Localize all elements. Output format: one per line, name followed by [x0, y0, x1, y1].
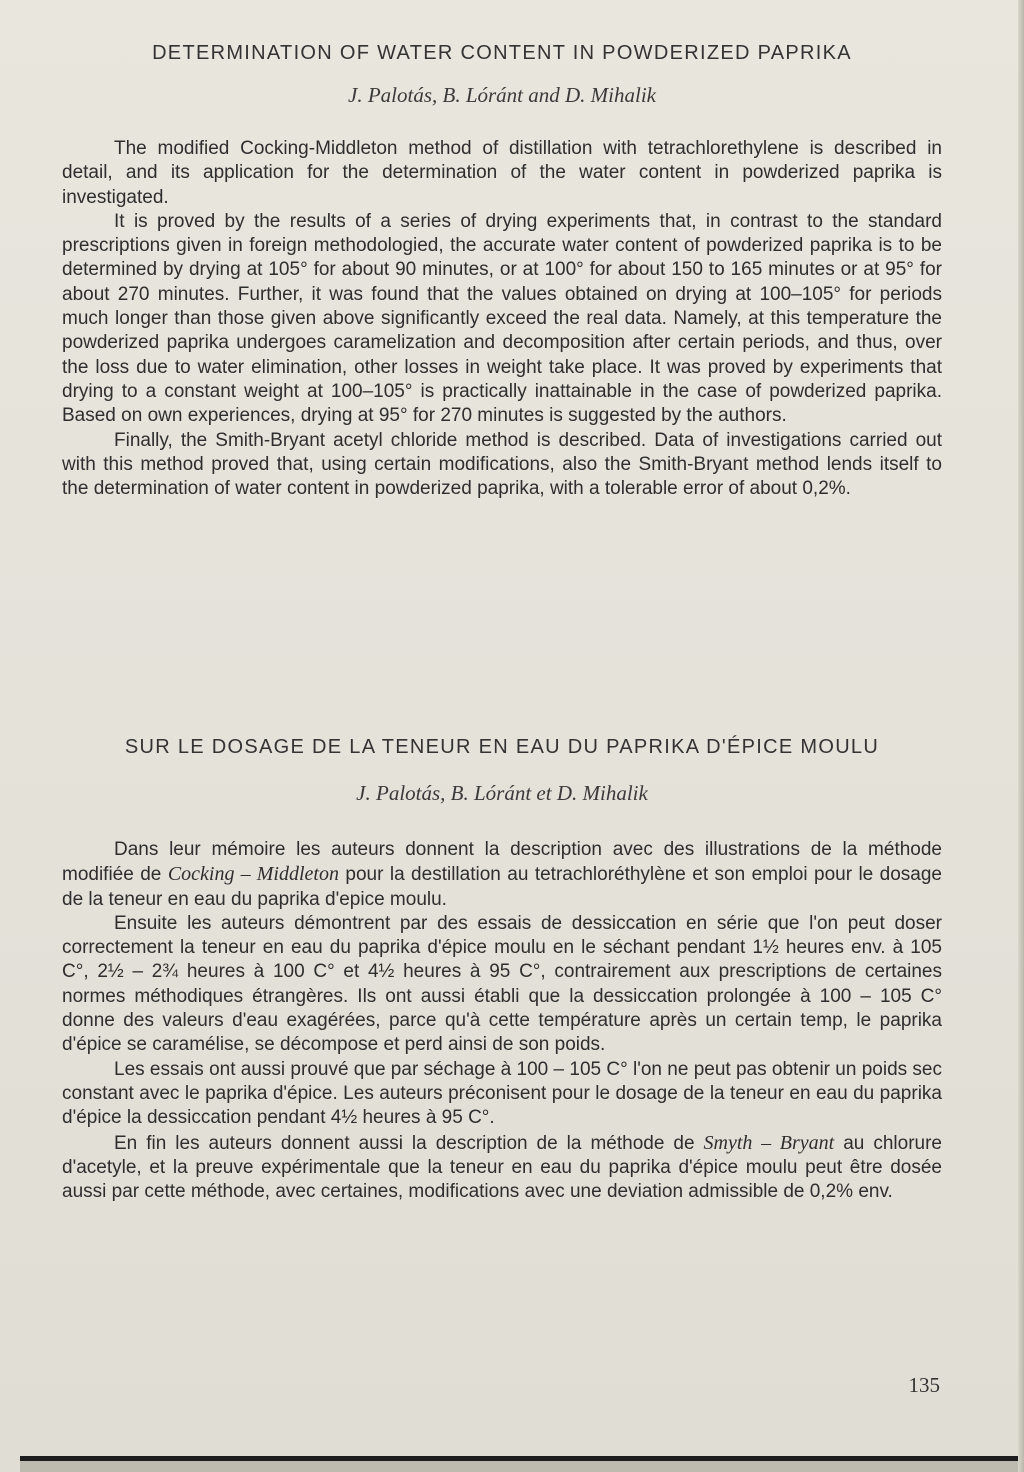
- right-edge-shadow: [1018, 0, 1024, 1472]
- bottom-edge-shadow: [20, 1461, 1024, 1472]
- french-paragraph-1-text-b: pour la destillation au tetrachloréthylène et son emploi pour le dosage de la teneur en eau du paprika d'epice moulu.: [62, 864, 943, 910]
- french-paragraph-4: [62, 1131, 942, 1205]
- french-title: SUR LE DOSAGE DE LA TENEUR EN EAU DU PAPRIKA D'ÉPICE MOULU: [124, 736, 880, 758]
- english-paragraph-2: It is proved by the results of a series of drying experiments that, in contrast to the standard prescriptions given in foreign methodologied, the accurate water content of powderized paprika is to be determined by drying at 105° for about 90 minutes, or at 100° for about 150 to 165 minutes or at 95° for about 270 minutes. Further, it was found that the values obtained on drying at 100–105° for periods much longer than those given above significantly exceed the real data. Namely, at this temperature the powderized paprika undergoes caramelization and decomposition after certain periods, and thus, over the loss due to water elimination, other losses in weight take place. It was proved by experiments that drying to a constant weight at 100–105° is practically inattainable in the case of powderized paprika. Based on own experiences, drying at 95° for 270 minutes is suggested by the authors.: [62, 210, 942, 427]
- cocking-middleton-method: Cocking – Middleton: [167, 863, 339, 886]
- english-title: DETERMINATION OF WATER CONTENT IN POWDERIZED PAPRIKA: [152, 42, 852, 64]
- french-authors: J. Palotás, B. Lóránt et D. Mihalik: [356, 781, 648, 805]
- english-paragraph-3: Finally, the Smith-Bryant acetyl chloride method is described. Data of investigations carried out with this method proved that, using certain modifications, also the Smith-Bryant method lends itself to the determination of water content in powderized paprika, with a tolerable error of about 0,2%.: [62, 429, 942, 500]
- french-body: [62, 838, 942, 1204]
- french-paragraph-4-text-b: au chlorure d'acetyle, et la preuve expérimentale que la teneur en eau du paprika d'épice moulu peut être dosée aussi par cette méthode, avec certaines, modifications avec une deviation admissible de 0,2% env.: [62, 1132, 942, 1203]
- french-paragraph-3: Les essais ont aussi prouvé que par séchage à 100 – 105 C° l'on ne peut pas obtenir un poids sec constant avec le paprika d'épice. Les auteurs préconisent pour le dosage de la teneur en eau du paprika d'épice la dessiccation pendant 4½ heures à 95 C°.: [62, 1058, 942, 1129]
- french-paragraph-2: Ensuite les auteurs démontrent par des essais de dessiccation en série que l'on peut doser correctement la teneur en eau du paprika d'épice moulu en le séchant pendant 1½ heures env. à 105 C°, 2½ – 2¾ heures à 100 C° et 4½ heures à 95 C°, contrairement aux prescriptions de certaines normes méthodiques étrangères. Ils ont aussi établi que la dessiccation prolongée à 100 – 105 C° donne des valeurs d'eau exagérées, parce qu'à cette température après un certain temp, le paprika d'épice se caramélise, se décompose et perd ainsi de son poids.: [62, 912, 942, 1056]
- page-number: 135: [908, 1373, 940, 1397]
- french-paragraph-4-text-a: En fin les auteurs donnent aussi la description de la méthode de: [114, 1132, 704, 1154]
- english-authors: J. Palotás, B. Lóránt and D. Mihalik: [348, 83, 656, 107]
- french-paragraph-1: [62, 838, 942, 912]
- english-abstract: [62, 38, 942, 501]
- smyth-bryant-method: Smyth – Bryant: [703, 1131, 835, 1154]
- french-abstract: [62, 732, 942, 1204]
- english-body: [62, 137, 942, 501]
- english-paragraph-1: The modified Cocking-Middleton method of distillation with tetrachlorethylene is described in detail, and its application for the determination of the water content in powderized paprika is investigated.: [62, 138, 942, 208]
- french-paragraph-1-text-a: Dans leur mémoire les auteurs donnent la description avec des illustrations de la méthode modifiée de: [62, 839, 942, 886]
